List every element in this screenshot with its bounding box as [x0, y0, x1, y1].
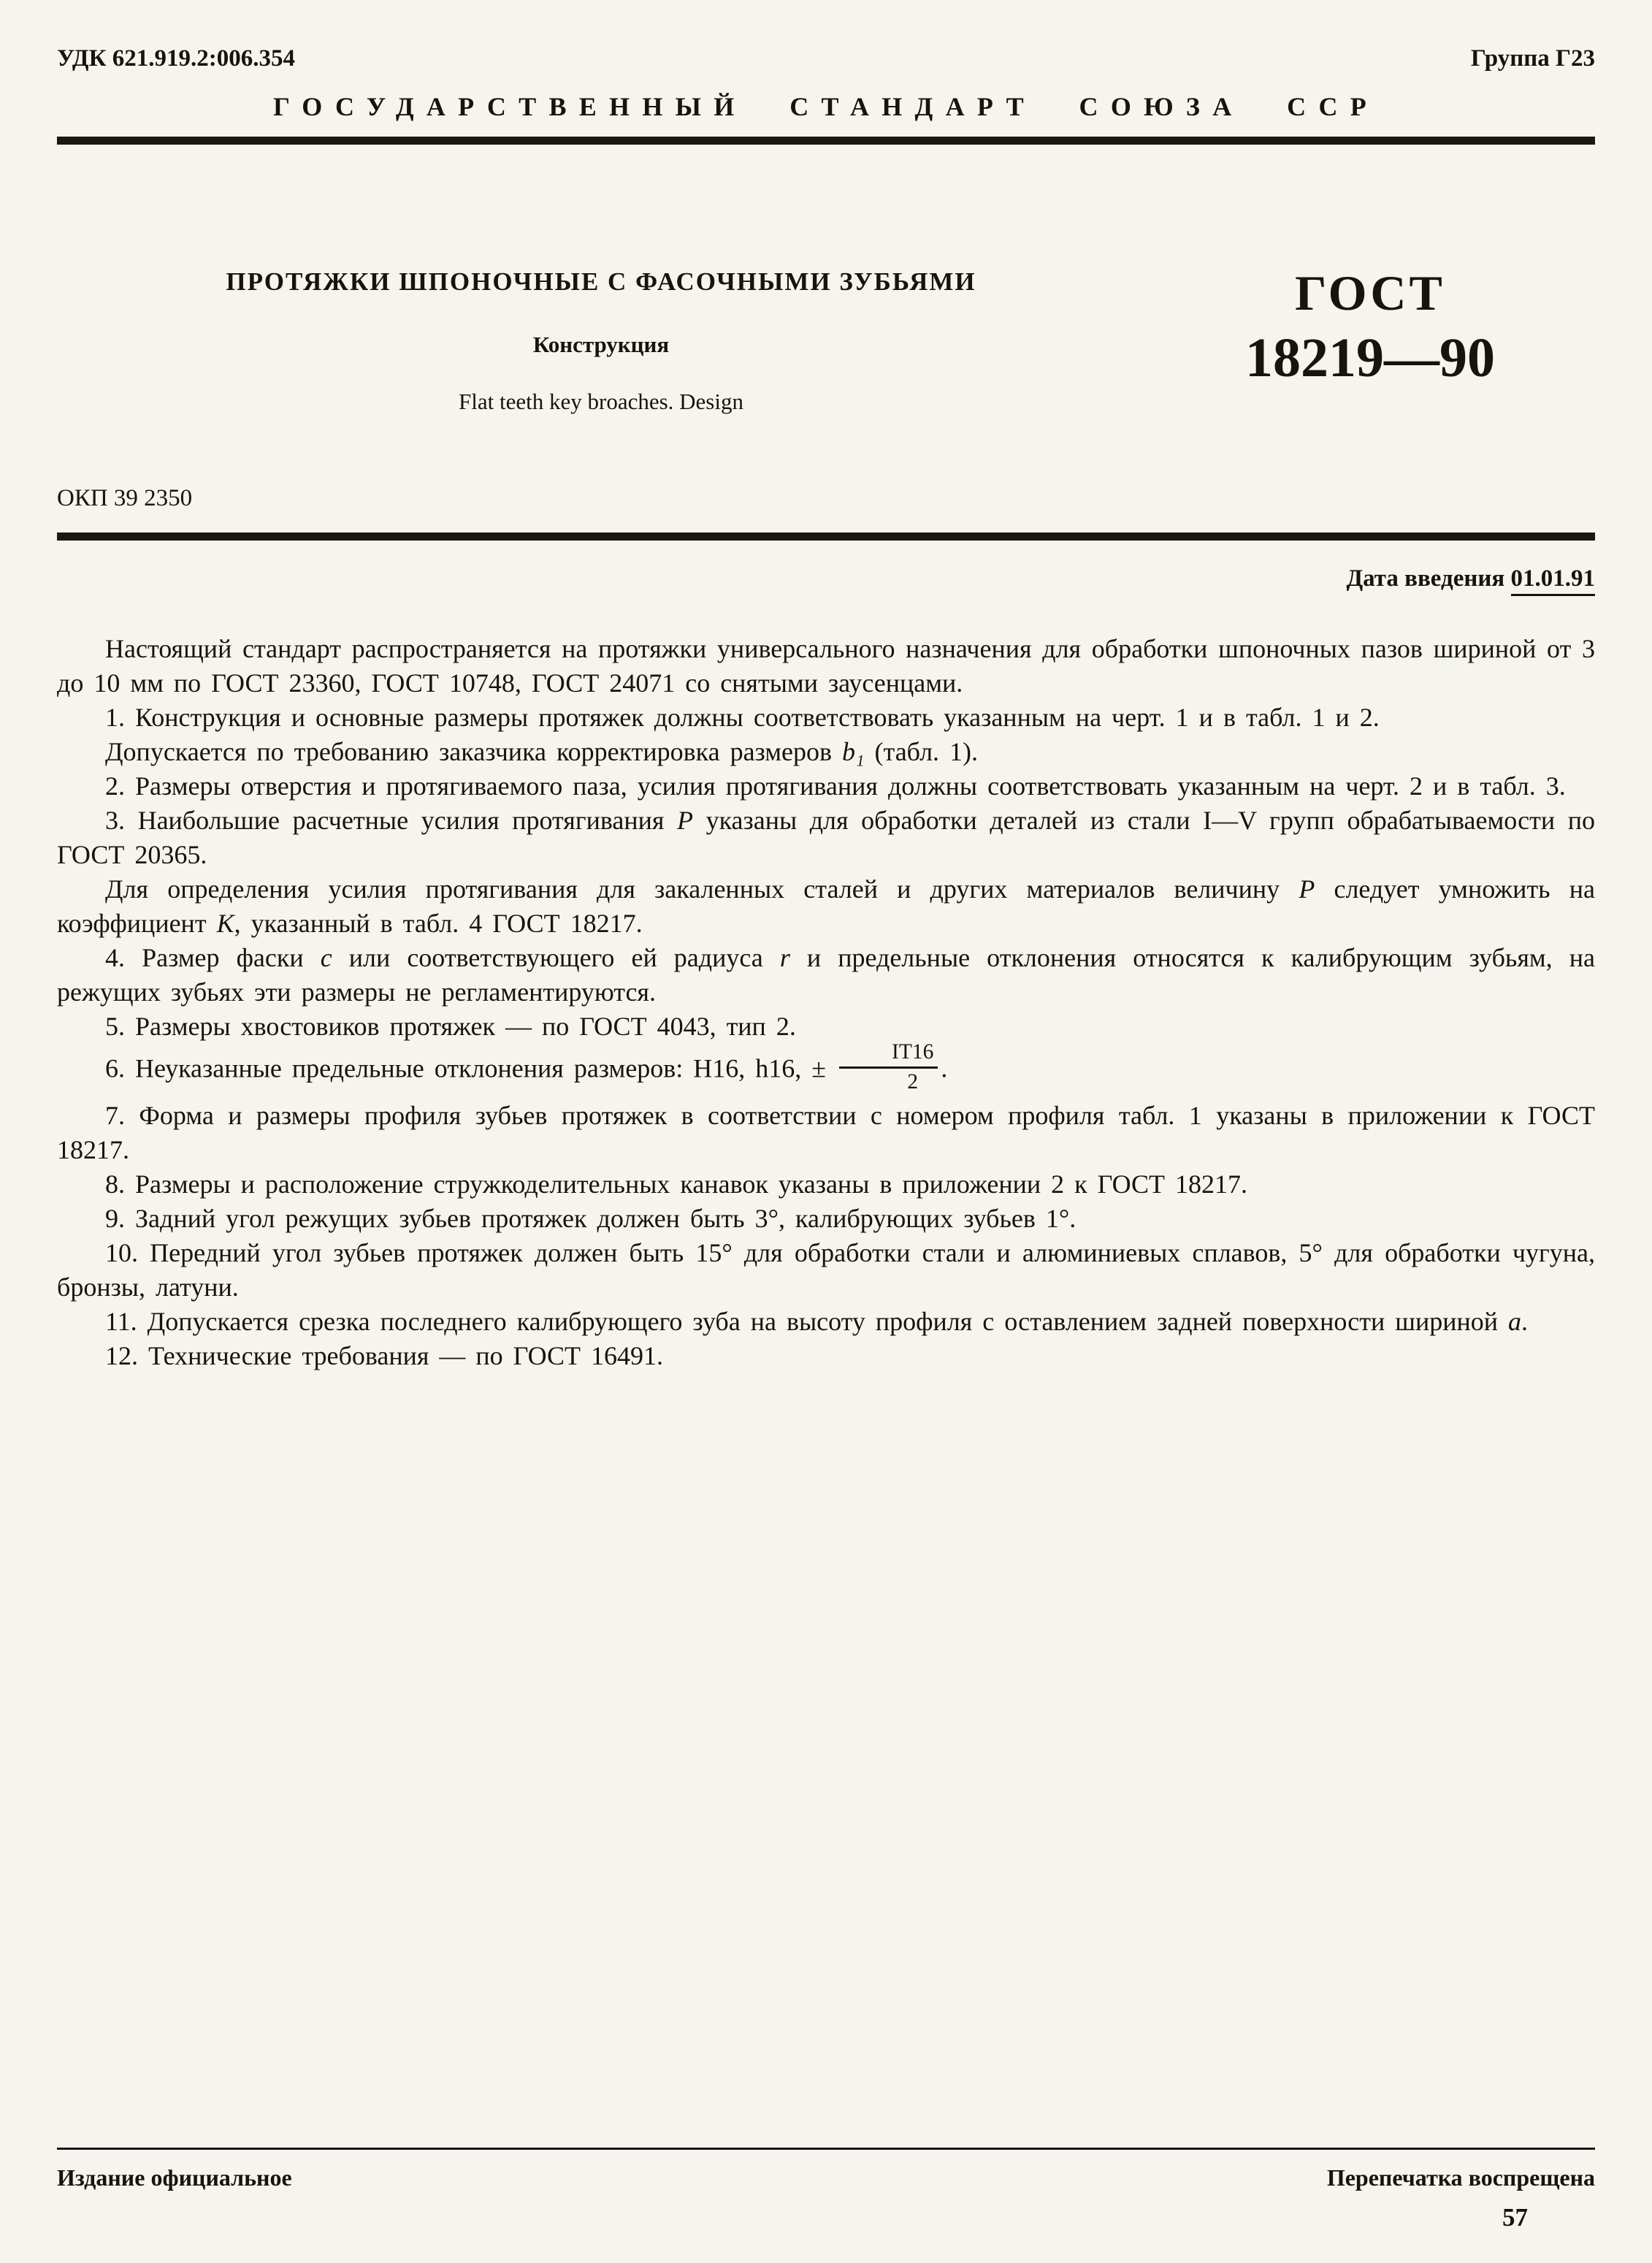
tolerance-fraction — [839, 1040, 938, 1095]
paragraph-item-6 — [57, 1040, 1595, 1099]
okp-code: ОКП 39 2350 — [57, 485, 193, 511]
gost-label: ГОСТ — [1295, 265, 1445, 321]
paragraph-item-1: 1. Конструкция и основные размеры протяжек должны соответствовать указанным на черт. 1 и в табл. 1 и 2. — [105, 703, 1380, 732]
paragraph-item-5: 5. Размеры хвостовиков протяжек — по ГОСТ 4043, тип 2. — [105, 1012, 796, 1041]
paragraph-item-8: 8. Размеры и расположение стружкоделительных канавок указаны в приложении 2 к ГОСТ 18217. — [105, 1169, 1248, 1199]
paragraph-item-7: 7. Форма и размеры профиля зубьев протяжек в соответствии с номером профиля табл. 1 указаны в приложении к ГОСТ 18217. — [57, 1100, 1595, 1164]
introduction-date — [57, 565, 1595, 592]
footer-row — [57, 2164, 1595, 2191]
paragraph-item-3-note: Для определения усилия протягивания для закаленных сталей и других материалов величину P следует умножить на коэффициент K, указанный в табл. 4 ГОСТ 18217. — [57, 874, 1595, 938]
paragraph-item-2: 2. Размеры отверстия и протягиваемого паза, усилия протягивания должны соответствовать указанным на черт. 2 и в табл. 3. — [105, 771, 1566, 801]
fraction-denominator: 2 — [907, 1069, 919, 1094]
paragraph-intro: Настоящий стандарт распространяется на протяжки универсального назначения для обработки шпоночных пазов шириной от 3 до 10 мм по ГОСТ 23360, ГОСТ 10748, ГОСТ 24071 со снятыми заусенцами. — [57, 634, 1595, 698]
group-code: Группа Г23 — [1470, 45, 1595, 72]
official-edition-label: Издание официальное — [57, 2164, 292, 2191]
gost-number: 18219—90 — [1245, 327, 1495, 389]
introduction-date-value: 01.01.91 — [1511, 565, 1596, 596]
gost-designation-block — [1145, 267, 1595, 388]
udk-code: УДК 621.919.2:006.354 — [57, 45, 296, 72]
introduction-date-label: Дата введения — [1346, 565, 1505, 592]
paragraph-item-3: 3. Наибольшие расчетные усилия протягивания P указаны для обработки деталей из стали I—V групп обрабатываемости по ГОСТ 20365. — [57, 806, 1595, 869]
fraction-paragraph-after: . — [941, 1053, 948, 1083]
standard-banner: ГОСУДАРСТВЕННЫЙ СТАНДАРТ СОЮЗА ССР — [272, 92, 1379, 121]
top-divider — [57, 137, 1595, 145]
fraction-numerator: IT16 — [839, 1040, 938, 1069]
paragraph-item-11: 11. Допускается срезка последнего калибрующего зуба на высоту профиля с оставлением задней поверхности шириной a. — [105, 1306, 1529, 1336]
fraction-paragraph-before: 6. Неуказанные предельные отклонения размеров: Н16, h16, ± — [105, 1053, 837, 1083]
paragraph-item-10: 10. Передний угол зубьев протяжек должен быть 15° для обработки стали и алюминиевых сплавов, 5° для обработки чугуна, бронзы, латуни. — [57, 1237, 1595, 1302]
page-number: 57 — [1502, 2203, 1528, 2232]
paragraph-item-9: 9. Задний угол режущих зубьев протяжек должен быть 3°, калибрующих зубьев 1°. — [105, 1203, 1077, 1233]
title-block — [57, 267, 1595, 415]
document-subtitle: Конструкция — [532, 332, 670, 357]
document-title: ПРОТЯЖКИ ШПОНОЧНЫЕ С ФАСОЧНЫМИ ЗУБЬЯМИ — [226, 267, 976, 296]
paragraph-item-1-note: Допускается по требованию заказчика корректировка размеров b₁ (табл. 1). — [105, 737, 979, 766]
document-title-english: Flat teeth key broaches. Design — [459, 389, 743, 414]
paragraph-item-12: 12. Технические требования — по ГОСТ 16491. — [105, 1340, 664, 1370]
title-left-column — [57, 267, 1145, 415]
top-header-row — [57, 45, 1595, 72]
footer-divider — [57, 2148, 1595, 2150]
reprint-prohibited-label: Перепечатка воспрещена — [1326, 2164, 1595, 2191]
document-body — [57, 632, 1595, 1373]
page-footer — [57, 2148, 1595, 2232]
middle-divider — [57, 533, 1595, 541]
paragraph-item-4: 4. Размер фаски c или соответствующего ей радиуса r и предельные отклонения относятся к калибрующим зубьям, на режущих зубьях эти размеры не регламентируются. — [57, 943, 1595, 1007]
